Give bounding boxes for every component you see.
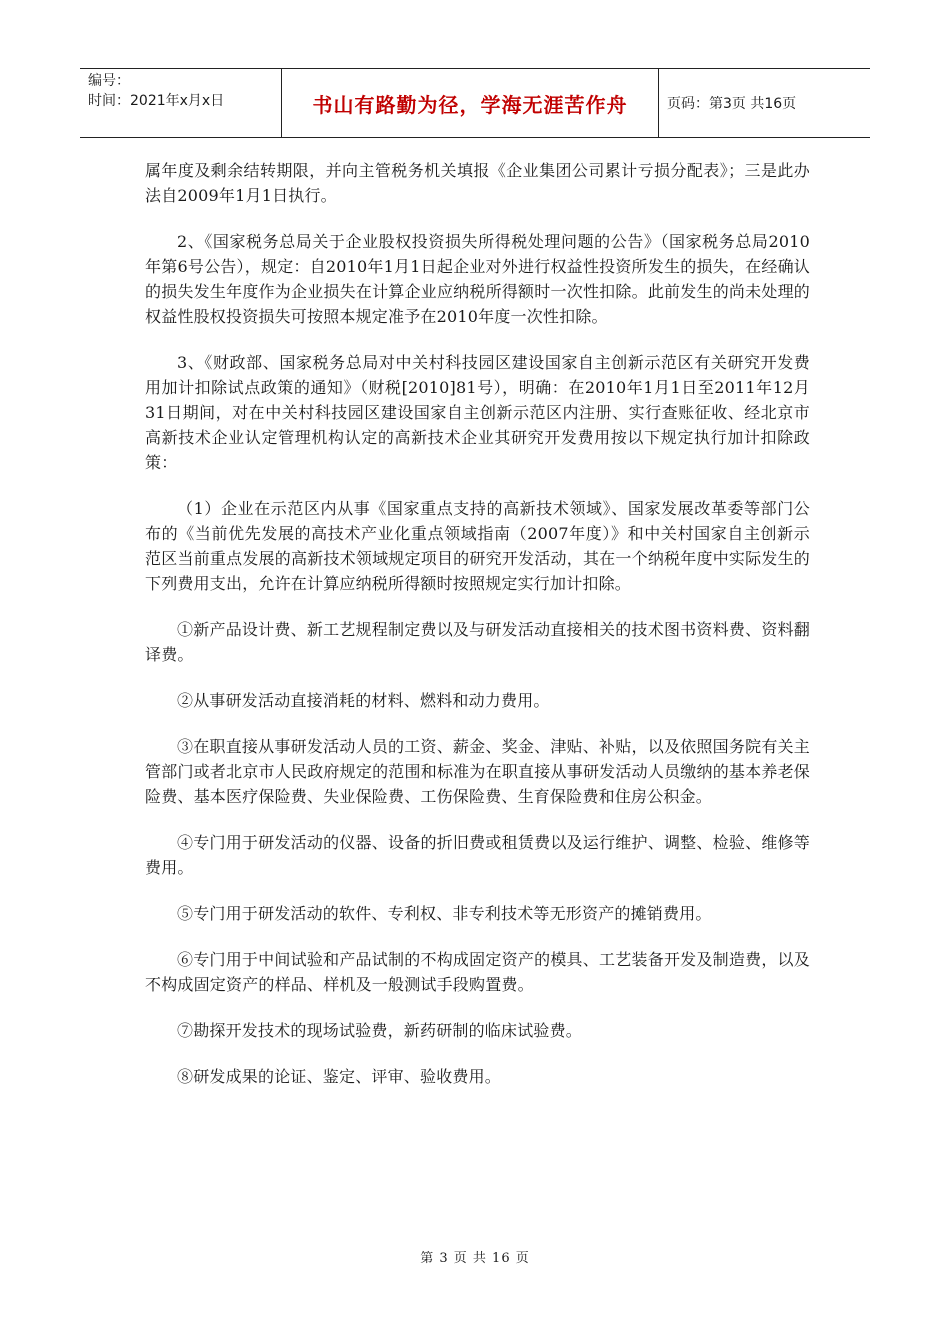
paragraph: ④专门用于研发活动的仪器、设备的折旧费或租赁费以及运行维护、调整、检验、维修等费用。 xyxy=(145,833,810,877)
document-number-label: 编号： xyxy=(88,73,130,89)
paragraph: ⑤专门用于研发活动的软件、专利权、非专利技术等无形资产的摊销费用。 xyxy=(177,904,712,923)
header-page-number: 页码：第3页 共16页 xyxy=(667,96,797,112)
page-header xyxy=(80,68,870,138)
paragraph: 2、《国家税务总局关于企业股权投资损失所得税处理问题的公告》（国家税务总局2010年第6号公告），规定：自2010年1月1日起企业对外进行权益性投资所发生的损失，在经确认的损失发生年度作为企业损失在计算企业应纳税所得额时一次性扣除。此前发生的尚未处理的权益性股权投资损失可按照本规定准予在2010年度一次性扣除。 xyxy=(145,232,810,326)
document-time-label: 时间：2021年x月x日 xyxy=(88,93,225,109)
document-body xyxy=(145,158,810,1110)
paragraph: ⑦勘探开发技术的现场试验费，新药研制的临床试验费。 xyxy=(177,1021,583,1040)
paragraph: ⑥专门用于中间试验和产品试制的不构成固定资产的模具、工艺装备开发及制造费，以及不构成固定资产的样品、样机及一般测试手段购置费。 xyxy=(145,950,810,994)
header-motto: 书山有路勤为径，学海无涯苦作舟 xyxy=(282,69,659,137)
paragraph: （1）企业在示范区内从事《国家重点支持的高新技术领域》、国家发展改革委等部门公布的《当前优先发展的高技术产业化重点领域指南（2007年度）》和中关村国家自主创新示范区当前重点发展的高新技术领域规定项目的研究开发活动，其在一个纳税年度中实际发生的下列费用支出，允许在计算应纳税所得额时按照规定实行加计扣除。 xyxy=(145,499,810,593)
paragraph: ⑧研发成果的论证、鉴定、评审、验收费用。 xyxy=(177,1067,502,1086)
page-footer: 第 3 页 共 16 页 xyxy=(420,1251,530,1266)
paragraph: 属年度及剩余结转期限，并向主管税务机关填报《企业集团公司累计亏损分配表》；三是此办法自2009年1月1日执行。 xyxy=(145,161,810,205)
paragraph: 3、《财政部、国家税务总局对中关村科技园区建设国家自主创新示范区有关研究开发费用加计扣除试点政策的通知》（财税[2010]81号），明确：在2010年1月1日至2011年12月31日期间，对在中关村科技园区建设国家自主创新示范区内注册、实行查账征收、经北京市高新技术企业认定管理机构认定的高新技术企业其研究开发费用按以下规定执行加计扣除政策： xyxy=(145,353,810,472)
paragraph: ②从事研发活动直接消耗的材料、燃料和动力费用。 xyxy=(177,691,550,710)
header-meta xyxy=(80,69,282,137)
paragraph: ③在职直接从事研发活动人员的工资、薪金、奖金、津贴、补贴，以及依照国务院有关主管部门或者北京市人民政府规定的范围和标准为在职直接从事研发活动人员缴纳的基本养老保险费、基本医疗保险费、失业保险费、工伤保险费、生育保险费和住房公积金。 xyxy=(145,737,810,806)
paragraph: ①新产品设计费、新工艺规程制定费以及与研发活动直接相关的技术图书资料费、资料翻译费。 xyxy=(145,620,810,664)
